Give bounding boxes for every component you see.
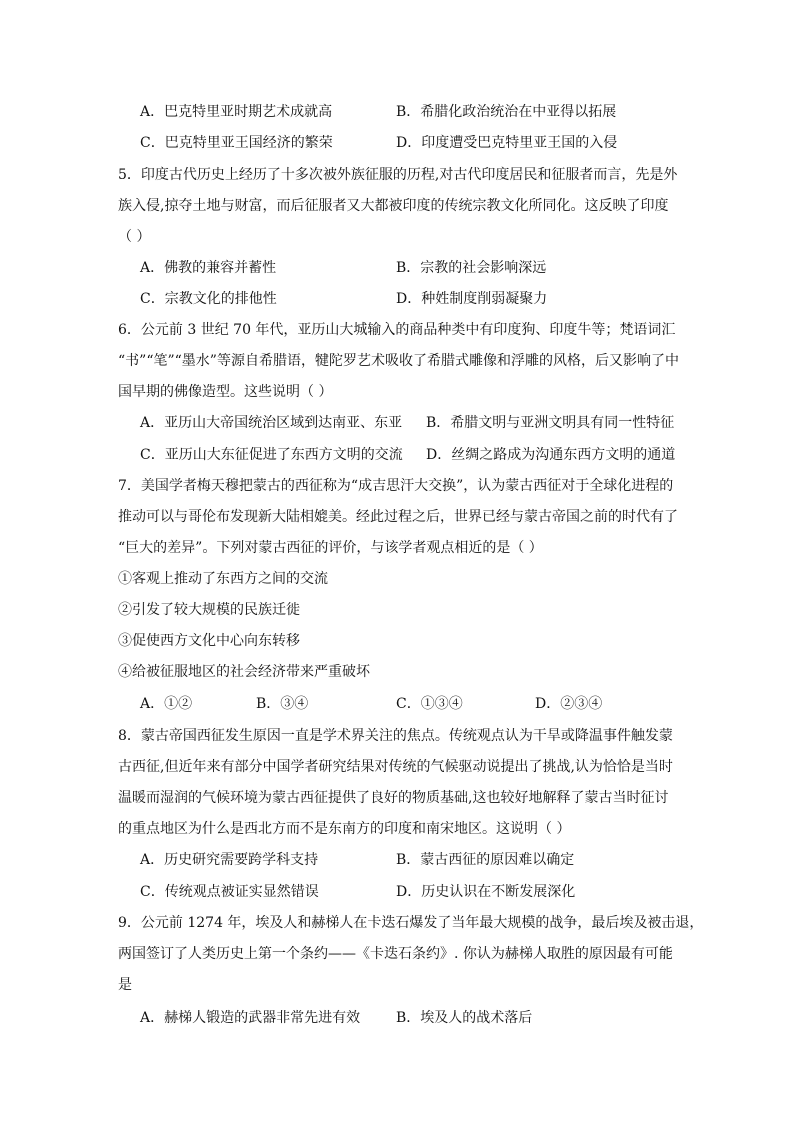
- q8-option-row-1: [140, 850, 684, 870]
- q8-stem-line-2: 古西征,但近年来有部分中国学者研究结果对传统的气候驱动说提出了挑战,认为恰恰是当时: [118, 759, 673, 775]
- q7-option-row: [140, 694, 684, 714]
- q6-option-a: A．亚历山大帝国统治区域到达南亚、东亚: [140, 415, 403, 431]
- q6-option-row-1: [140, 413, 684, 433]
- q5-option-b: B．宗教的社会影响深远: [396, 260, 547, 276]
- q7-item-2: ②引发了较大规模的民族迁徙: [118, 602, 300, 618]
- q5-stem-line-2: 族入侵,掠夺土地与财富，而后征服者又大都被印度的传统宗教文化所同化。这反映了印度: [118, 198, 669, 214]
- q9-stem-line-2: 两国签订了人类历史上第一个条约——《卡迭石条约》. 你认为赫梯人取胜的原因最有可能: [118, 946, 673, 962]
- q9-stem-line-3: 是: [118, 977, 132, 993]
- q9-option-row-1: [140, 1008, 684, 1028]
- q4-option-a: A．巴克特里亚时期艺术成就高: [140, 104, 333, 120]
- q4-option-row-1: [140, 102, 684, 122]
- q5-option-row-1: [140, 258, 684, 278]
- q4-option-b: B．希腊化政治统治在中亚得以拓展: [396, 104, 617, 120]
- q5-stem-line-1: 5．印度古代历史上经历了十多次被外族征服的历程,对古代印度居民和征服者而言，先是外: [118, 167, 678, 183]
- q6-option-row-2: [140, 445, 684, 465]
- q6-stem-line-2: “书”“笔”“墨水”等源自希腊语，犍陀罗艺术吸收了希腊式雕像和浮雕的风格，后又影响了中: [118, 353, 679, 369]
- q5-option-row-2: [140, 289, 684, 309]
- q5-option-c: C．宗教文化的排他性: [140, 291, 277, 307]
- q5-option-a: A．佛教的兼容并蓄性: [140, 260, 277, 276]
- q9-option-a: A．赫梯人锻造的武器非常先进有效: [140, 1010, 361, 1026]
- q6-stem-line-3: 国早期的佛像造型。这些说明（ ）: [118, 384, 333, 400]
- q7-item-3: ③促使西方文化中心向东转移: [118, 633, 300, 649]
- q7-option-a: A．①②: [140, 696, 193, 712]
- q7-stem-line-1: 7．美国学者梅天穆把蒙古的西征称为“成吉思汗大交换”，认为蒙古西征对于全球化进程的: [118, 478, 674, 494]
- q8-option-c: C．传统观点被证实显然错误: [140, 884, 319, 900]
- q4-option-c: C．巴克特里亚王国经济的繁荣: [140, 135, 333, 151]
- q7-item-4: ④给被征服地区的社会经济带来严重破坏: [118, 664, 370, 680]
- q9-stem-line-1: 9．公元前 1274 年，埃及人和赫梯人在卡迭石爆发了当年最大规模的战争，最后埃及被击退，: [118, 915, 704, 931]
- q8-option-b: B．蒙古西征的原因难以确定: [396, 852, 575, 868]
- q8-option-a: A．历史研究需要跨学科支持: [140, 852, 319, 868]
- q6-option-c: C．亚历山大东征促进了东西方文明的交流: [140, 447, 403, 463]
- q8-stem-line-1: 8．蒙古帝国西征发生原因一直是学术界关注的焦点。传统观点认为干旱或降温事件触发蒙: [118, 728, 673, 744]
- q7-option-c: C．①③④: [396, 696, 463, 712]
- q7-option-b: B．③④: [256, 696, 309, 712]
- q9-option-b: B．埃及人的战术落后: [396, 1010, 533, 1026]
- q7-option-d: D．②③④: [535, 696, 603, 712]
- q5-option-d: D．种姓制度削弱凝聚力: [396, 291, 548, 307]
- q6-stem-line-1: 6．公元前 3 世纪 70 年代，亚历山大城输入的商品种类中有印度狗、印度牛等；梵语词汇: [118, 322, 676, 338]
- q7-stem-line-3: “巨大的差异”。下列对蒙古西征的评价，与该学者观点相近的是（ ）: [118, 540, 543, 556]
- q6-option-b: B．希腊文明与亚洲文明具有同一性特征: [426, 415, 675, 431]
- q8-option-row-2: [140, 882, 684, 902]
- q8-option-d: D．历史认识在不断发展深化: [396, 884, 576, 900]
- q4-option-d: D．印度遭受巴克特里亚王国的入侵: [396, 135, 618, 151]
- q8-stem-line-4: 的重点地区为什么是西北方而不是东南方的印度和南宋地区。这说明（ ）: [118, 821, 571, 837]
- q4-option-row-2: [140, 133, 684, 153]
- q5-stem-line-3: （ ）: [118, 229, 151, 245]
- q7-item-1: ①客观上推动了东西方之间的交流: [118, 571, 328, 587]
- q7-stem-line-2: 推动可以与哥伦布发现新大陆相媲美。经此过程之后，世界已经与蒙古帝国之前的时代有了: [118, 509, 678, 525]
- q8-stem-line-3: 温暖而湿润的气候环境为蒙古西征提供了良好的物质基础,这也较好地解释了蒙古当时征讨: [118, 790, 669, 806]
- q6-option-d: D．丝绸之路成为沟通东西方文明的通道: [426, 447, 676, 463]
